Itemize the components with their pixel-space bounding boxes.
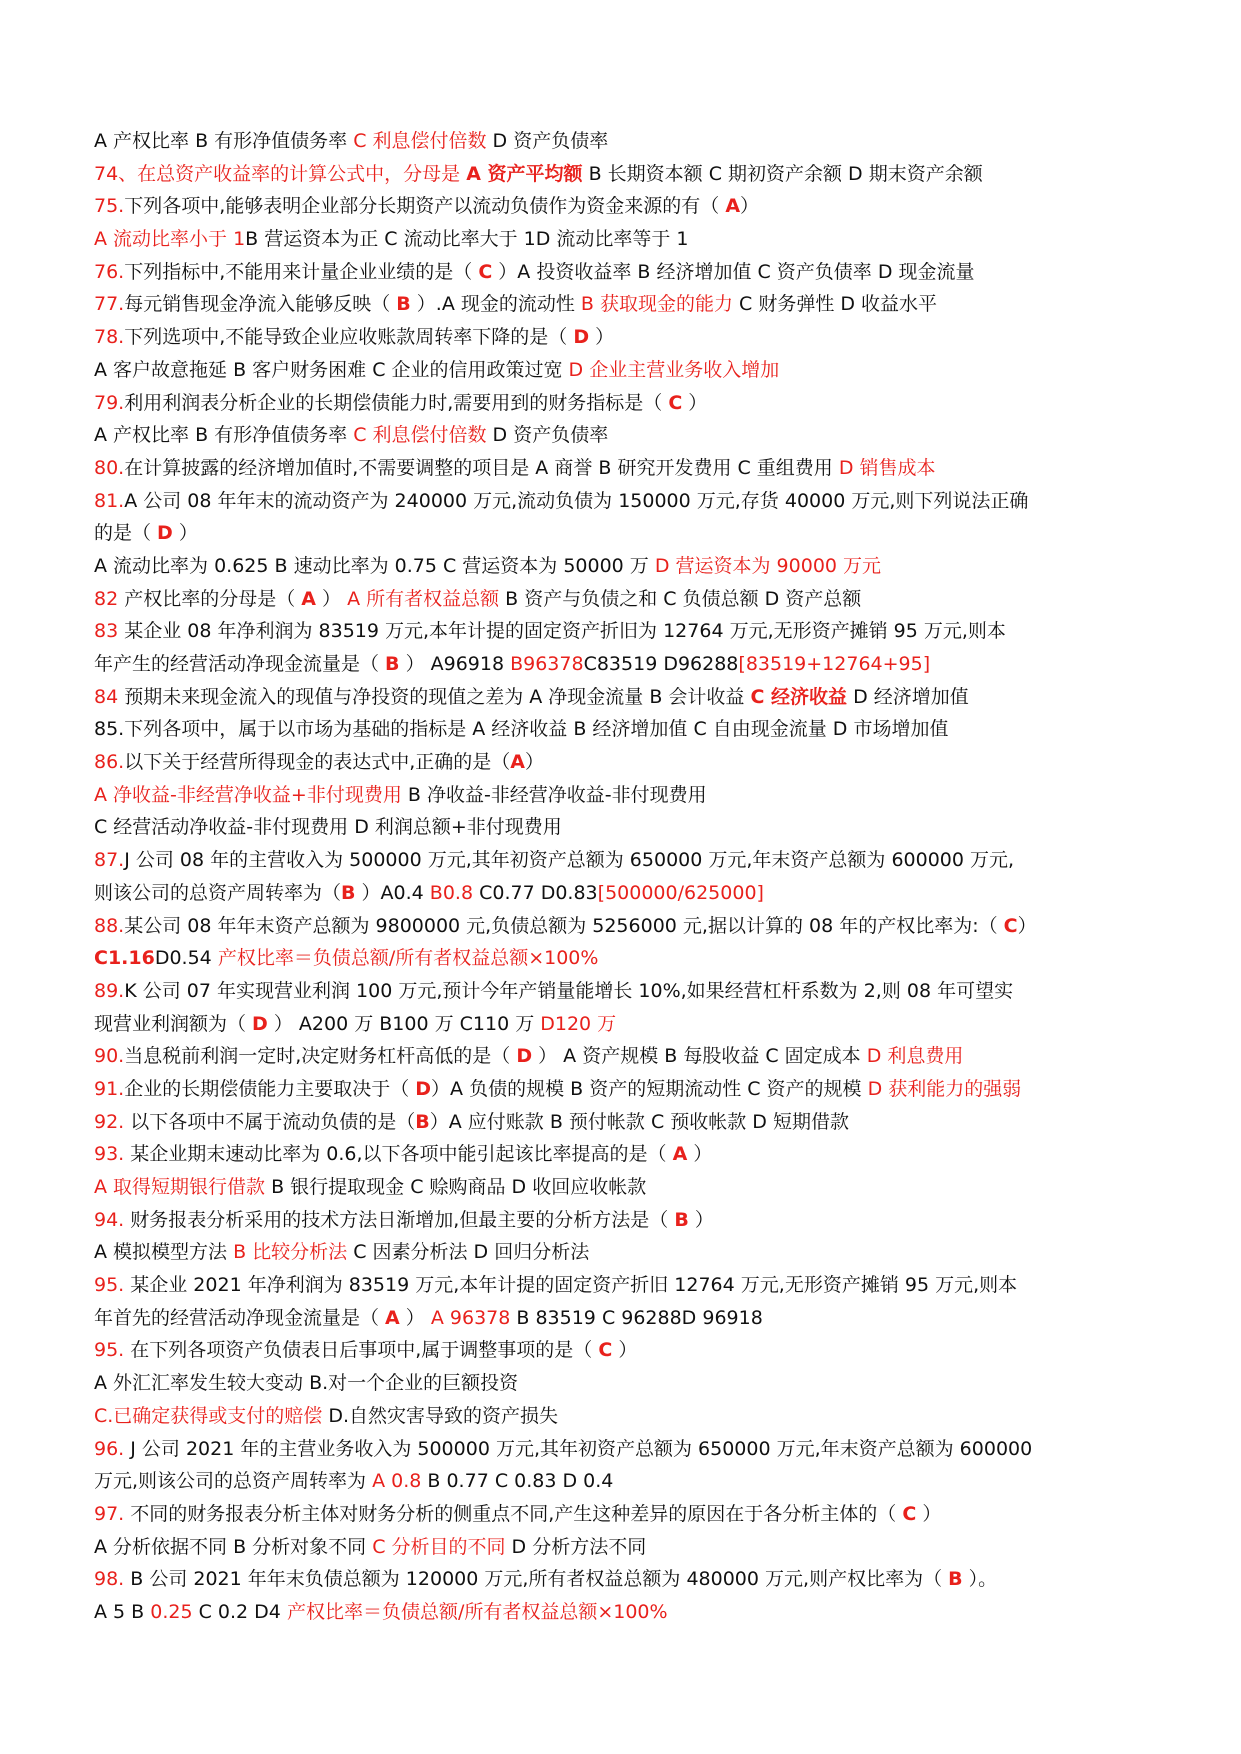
answer-text: 83 [94,620,119,643]
text-line [94,517,1154,550]
question-text: A 流动比率为 0.625 B 速动比率为 0.75 C 营运资本为 50000 万 [94,554,655,577]
answer-text: 80. [94,456,125,479]
answer-text: A [725,195,741,218]
text-line [94,713,1154,746]
question-text: ） [916,1502,942,1525]
question-text: 某公司 08 年年末资产总额为 9800000 元,负债总额为 5256000 元,据以计算的 08 年的产权比率为:（ [124,914,1004,937]
question-text: 下列选项中,不能导致企业应收账款周转率下降的是（ [124,326,574,349]
answer-text: D [157,522,173,545]
answer-text: 76. [94,260,125,283]
question-text: A 外汇汇率发生较大变动 B.对一个企业的巨额投资 [94,1372,519,1395]
answer-text: [500000/625000] [597,881,764,904]
question-text: ）。 [962,1568,998,1591]
text-line [94,1106,1154,1139]
answer-text: 0.25 [150,1600,193,1623]
question-text: C83519 D96288 [583,653,739,675]
question-text: D 资产负债率 [486,130,609,152]
question-text: A 产权比率 B 有形净值债务率 [94,424,354,447]
question-text: ） [589,326,615,349]
question-text: B 资产与负债之和 C 负债总额 D 资产总额 [499,587,862,610]
answer-text: 97. [94,1502,125,1525]
answer-text: D 销售成本 [838,456,936,479]
question-text: ） [1017,914,1037,937]
question-text: ）.A 现金的流动性 [410,293,581,316]
text-line [94,615,1154,648]
answer-text: C [1003,914,1018,937]
text-line [94,1040,1154,1073]
answer-text: B0.8 [429,881,474,904]
question-text: A 客户故意拖延 B 客户财务困难 C 企业的信用政策过宽 [94,358,569,381]
text-line [94,223,1154,256]
question-text: ） [687,1143,713,1166]
answer-text: C 利息偿付倍数 [353,424,487,447]
answer-text: B 比较分析法 [233,1241,348,1264]
question-text: ） A96918 [399,653,511,675]
answer-text: B [674,1208,689,1231]
text-line [94,746,1154,779]
question-text: 年首先的经营活动净现金流量是（ [94,1306,386,1329]
question-text: ） A 资产规模 B 每股收益 C 固定成本 [532,1045,867,1068]
question-text: 预期未来现金流入的现值与净投资的现值之差为 A 净现金流量 B 会计收益 [118,685,751,708]
answer-text: 93. [94,1143,125,1166]
question-text: 产权比率的分母是（ [118,587,302,610]
question-text: C0.77 D0.83 [473,881,598,904]
question-text: 下列各项中,能够表明企业部分长期资产以流动负债作为资金来源的有（ [124,195,726,218]
answer-text: 91. [94,1077,125,1100]
answer-text: 95. [94,1339,125,1362]
question-text: D0.54 [154,947,218,970]
text-line [94,844,1154,877]
text-line [94,1465,1154,1498]
text-line [94,1433,1154,1466]
text-line [94,910,1154,943]
question-text: ） [316,587,348,610]
question-text: 在计算披露的经济增加值时,不需要调整的项目是 A 商誉 B 研究开发费用 C 重组费用 [124,456,839,479]
answer-text: [83519+12764+95] [738,653,931,675]
answer-text: A 96378 [430,1306,511,1329]
question-text: C 0.2 D4 [192,1600,287,1623]
answer-text: 98. [94,1568,125,1591]
answer-text: A 净收益-非经营净收益+非付现费用 [94,783,402,806]
question-text: ）A0.4 [355,881,430,904]
question-text: B 0.77 C 0.83 D 0.4 [421,1470,614,1493]
answer-text: 82 [94,587,119,610]
answer-text: A 资产平均额 [466,162,583,185]
question-text: 当息税前利润一定时,决定财务杠杆高低的是（ [124,1045,517,1068]
text-line [94,1367,1154,1400]
text-line [94,452,1154,485]
answer-text: 84 [94,685,119,708]
question-text: ） A200 万 B100 万 C110 万 [267,1012,541,1035]
question-text: 年产生的经营活动净现金流量是（ [94,653,386,675]
answer-text: 88. [94,914,125,937]
question-text: D 分析方法不同 [505,1535,647,1558]
answer-text: 产权比率＝负债总额/所有者权益总额×100% [217,947,599,970]
text-line [94,779,1154,812]
question-text: 85.下列各项中，属于以市场为基础的指标是 A 经济收益 B 经济增加值 C 自由现金流量 D 市场增加值 [94,718,949,741]
question-text: 财务报表分析采用的技术方法日渐增加,但最主要的分析方法是（ [124,1208,675,1231]
answer-text: 96. [94,1437,125,1460]
text-line [94,288,1154,321]
answer-text: C 利息偿付倍数 [353,130,487,152]
text-line [94,1498,1154,1531]
question-text: 下列指标中,不能用来计量企业业绩的是（ [124,260,479,283]
question-text: 则该公司的总资产周转率为（ [94,881,342,904]
question-text: A 5 B [94,1600,151,1623]
answer-text: C [598,1339,613,1362]
text-line [94,1073,1154,1106]
question-text: 某企业 08 年净利润为 83519 万元,本年计提的固定资产折旧为 12764 万元,无形资产摊销 95 万元,则本 [118,620,1006,643]
answer-text: 89. [94,979,125,1002]
answer-text: B 获取现金的能力 [580,293,733,316]
question-text: J 公司 08 年的主营收入为 500000 万元,其年初资产总额为 650000 万元,年末资产总额为 600000 万元, [124,849,1015,872]
answer-text: C [902,1502,917,1525]
question-text: 不同的财务报表分析主体对财务分析的侧重点不同,产生这种差异的原因在于各分析主体的（ [124,1502,903,1525]
document-page [94,125,1154,1629]
answer-text: 94. [94,1208,125,1231]
answer-text: A 所有者权益总额 [347,587,500,610]
question-text: ） [682,391,708,414]
answer-text: C 经济收益 [750,685,848,708]
question-text: 的是（ [94,522,158,545]
question-text: C 财务弹性 D 收益水平 [732,293,938,316]
text-line [94,1531,1154,1564]
answer-text: B [415,1110,430,1133]
answer-text: A 取得短期银行借款 [94,1176,266,1198]
question-text: C 经营活动净收益-非付现费用 D 利润总额+非付现费用 [94,816,562,839]
question-text: B 83519 C 96288D 96918 [510,1306,763,1329]
question-text: 企业的长期偿债能力主要取决于（ [124,1077,416,1100]
question-text: A 分析依据不同 B 分析对象不同 [94,1535,373,1558]
answer-text: B96378 [510,653,584,675]
answer-text: D [573,326,590,349]
question-text: D 经济增加值 [847,685,969,708]
answer-text: 81. [94,489,125,512]
answer-text: D [415,1077,432,1100]
question-text: B 净收益-非经营净收益-非付现费用 [401,783,707,806]
question-text: B 营运资本为正 C 流动比率大于 1D 流动比率等于 1 [245,228,689,251]
question-text: ） [172,522,198,545]
answer-text: D 获利能力的强弱 [867,1077,1022,1100]
question-text: D 资产负债率 [486,424,609,447]
question-text: A 公司 08 年年末的流动资产为 240000 万元,流动负债为 150000 万元,存货 40000 万元,则下列说法正确 [124,489,1029,512]
text-line [94,1008,1154,1041]
text-line [94,1138,1154,1171]
question-text: 以下关于经营所得现金的表达式中,正确的是（ [124,751,511,774]
answer-text: B [948,1568,963,1591]
answer-text: A [672,1143,688,1166]
answer-text: A [510,751,525,774]
answer-text: B [385,653,400,675]
text-line [94,190,1154,223]
answer-text: C [478,260,493,283]
answer-text: A 0.8 [372,1470,422,1493]
question-text: 每元销售现金净流入能够反映（ [124,293,397,316]
answer-text: 86. [94,751,125,774]
answer-text: B [341,881,356,904]
question-text: 现营业利润额为（ [94,1012,253,1035]
question-text: B 长期资本额 C 期初资产余额 D 期末资产余额 [582,162,983,185]
text-line [94,1204,1154,1237]
question-text: J 公司 2021 年的主营业务收入为 500000 万元,其年初资产总额为 650000 万元,年末资产总额为 600000 [124,1437,1033,1460]
text-line [94,1171,1154,1204]
text-line [94,1596,1154,1629]
answer-text: D 利息费用 [866,1045,964,1068]
answer-text: A [385,1306,400,1329]
answer-text: 74、在总资产收益率的计算公式中，分母是 [94,162,467,185]
text-line [94,1302,1154,1335]
question-text: ） [740,195,760,218]
text-line [94,387,1154,420]
answer-text: C 分析目的不同 [372,1535,506,1558]
question-text: 某企业 2021 年净利润为 83519 万元,本年计提的固定资产折旧 12764 万元,无形资产摊销 95 万元,则本 [124,1274,1018,1297]
text-line [94,942,1154,975]
answer-text: 79. [94,391,125,414]
answer-text: 产权比率＝负债总额/所有者权益总额×100% [286,1600,668,1623]
question-text: ） [399,1306,431,1329]
answer-text: A [301,587,316,610]
question-text: ） [688,1208,714,1231]
question-text: K 公司 07 年实现营业利润 100 万元,预计今年产销量能增长 10%,如果经营杠杆系数为 2,则 08 年可望实 [124,979,1014,1002]
text-line [94,1334,1154,1367]
text-line [94,1563,1154,1596]
answer-text: D [252,1012,268,1035]
text-line [94,256,1154,289]
text-line [94,158,1154,191]
question-text: C 因素分析法 D 回归分析法 [347,1241,590,1264]
text-line [94,321,1154,354]
question-text: B 银行提取现金 C 赊购商品 D 收回应收帐款 [265,1176,647,1198]
text-line [94,485,1154,518]
answer-text: A 流动比率小于 1 [94,228,246,251]
text-line [94,877,1154,910]
question-text: ）A 投资收益率 B 经济增加值 C 资产负债率 D 现金流量 [492,260,975,283]
question-text: ） [524,751,544,774]
question-text: D.自然灾害导致的资产损失 [322,1404,559,1427]
answer-text: D [516,1045,533,1068]
answer-text: C1.16 [94,947,155,970]
answer-text: D 营运资本为 90000 万元 [654,554,882,577]
question-text: B 公司 2021 年年末负债总额为 120000 万元,所有者权益总额为 480000 万元,则产权比率为（ [124,1568,949,1591]
text-line [94,125,1154,158]
answer-text: 75. [94,195,125,218]
answer-text: C [668,391,683,414]
answer-text: B [396,293,411,316]
text-line [94,648,1154,681]
text-line [94,975,1154,1008]
answer-text: D 企业主营业务收入增加 [568,358,780,381]
answer-text: C.已确定获得或支付的赔偿 [94,1404,323,1427]
question-text: 以下各项中不属于流动负债的是（ [124,1110,416,1133]
text-line [94,550,1154,583]
text-line [94,419,1154,452]
answer-text: 92. [94,1110,125,1133]
answer-text: 90. [94,1045,125,1068]
answer-text: 78. [94,326,125,349]
text-line [94,354,1154,387]
question-text: 万元,则该公司的总资产周转率为 [94,1470,373,1493]
text-line [94,681,1154,714]
question-text: A 模拟模型方法 [94,1241,234,1264]
text-line [94,1400,1154,1433]
question-text: ）A 应付账款 B 预付帐款 C 预收帐款 D 短期借款 [429,1110,849,1133]
text-line [94,1269,1154,1302]
question-text: 在下列各项资产负债表日后事项中,属于调整事项的是（ [124,1339,599,1362]
answer-text: 77. [94,293,125,316]
question-text: ）A 负债的规模 B 资产的短期流动性 C 资产的规模 [431,1077,868,1100]
question-text: ） [612,1339,638,1362]
text-line [94,811,1154,844]
question-text: A 产权比率 B 有形净值债务率 [94,130,354,152]
text-line [94,583,1154,616]
answer-text: D120 万 [540,1012,617,1035]
answer-text: 87. [94,849,125,872]
question-text: 某企业期末速动比率为 0.6,以下各项中能引起该比率提高的是（ [124,1143,673,1166]
text-line [94,1236,1154,1269]
answer-text: 95. [94,1274,125,1297]
question-text: 利用利润表分析企业的长期偿债能力时,需要用到的财务指标是（ [124,391,669,414]
